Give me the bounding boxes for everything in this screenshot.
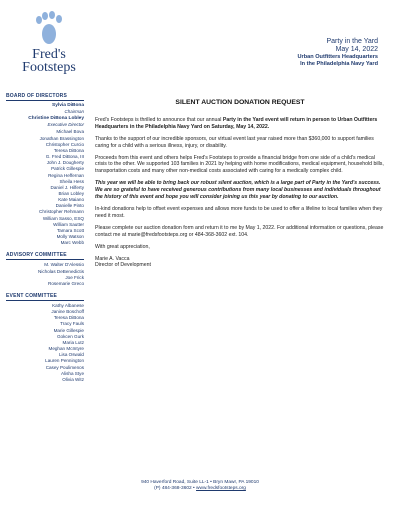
member-name: Kate Maiano: [58, 197, 84, 203]
member-name: Alisha Stye: [61, 370, 84, 376]
member-name: John J. Dougherty: [46, 160, 84, 166]
footer-phone: (P) 484-368-3602 •: [154, 486, 197, 492]
member-name: Meghan McIntyre: [48, 346, 84, 352]
footer: [0, 480, 400, 493]
member-name: Tracy Fauls: [60, 321, 84, 327]
exec-title: Executive Director: [47, 122, 84, 127]
member-name: Regina Heffernan: [48, 172, 84, 178]
chair-name: Sylvia DiBona: [52, 103, 84, 108]
member-name: Marc Webb: [60, 240, 84, 246]
member-name: Teresa DiBona: [53, 315, 84, 321]
member-name: Christopher Rehmann: [39, 209, 84, 215]
letter-heading: SILENT AUCTION DONATION REQUEST: [175, 99, 305, 106]
paragraph-5: In-kind donations help to offset event expenses and allows more funds to be used to offer a lifeline to local families when they need it most.: [95, 205, 383, 219]
member-name: Lauren Pennington: [45, 358, 84, 364]
logo: [14, 10, 84, 74]
event-venue-2: In the Philadelphia Navy Yard: [300, 61, 378, 67]
member-name: Casey Poulimenos: [45, 364, 84, 370]
member-name: Janine Boschoff: [51, 309, 84, 315]
member-name: Molly Watson: [56, 234, 84, 240]
member-name: Marie Gillespie: [53, 327, 84, 333]
paragraph-2: Thanks to the support of our incredible sponsors, our virtual event last year raised more than $360,000 to support families caring for a child with a serious illness, injury, or disability.: [95, 135, 374, 149]
paragraph-1-start: Fred's Footsteps is thrilled to announce that our annual: [95, 116, 223, 123]
member-name: Daniel J. Hilferty: [50, 184, 84, 190]
paragraph-3: Proceeds from this event and others helps Fred's Footsteps to provide a financial bridge from one side of a child's medical crisis to the other. We supported 103 families in 2021 by helping with home modifications, medical equipment, household bills, transportation costs and many other non-medical costs associated with caring for a medically complex child.: [95, 154, 384, 175]
member-name: M. Walter D'Alessio: [44, 262, 84, 268]
member-name: Brian Lobley: [58, 190, 84, 196]
member-name: Olivia Witz: [62, 376, 84, 382]
event-name: Party in the Yard: [326, 38, 378, 45]
member-name: Rosemarie Greco: [48, 280, 84, 286]
member-name: Patrick Gillespie: [51, 166, 84, 172]
event-venue-1: Urban Outfitters Headquarters: [297, 54, 378, 60]
member-name: William Sasso, ESQ: [42, 215, 84, 221]
advisory-members-list: [6, 262, 84, 287]
board-title: BOARD OF DIRECTORS: [6, 93, 84, 101]
signer-title: Director of Development: [95, 262, 151, 269]
member-name: Nicholas DeBenedictis: [38, 268, 84, 274]
exec-name: Christine DiBona Lobley: [28, 116, 84, 122]
paragraph-1: [95, 117, 385, 131]
letter-body: [95, 100, 385, 269]
paragraph-6: Please complete our auction donation form and return it to me by May 1, 2022. For additional information or questions, please contact me at marie@fredsfootsteps.org or 484-368-3602 ext. 104.: [95, 224, 384, 238]
event-committee-list: [6, 303, 84, 383]
member-name: Tamara Scott: [56, 227, 84, 233]
member-name: William Sautter: [53, 221, 84, 227]
footer-contact: [0, 486, 400, 492]
advisory-title: ADVISORY COMMITTEE: [6, 252, 84, 260]
sidebar: [6, 93, 84, 383]
member-name: Gokcen Gurk: [56, 333, 84, 339]
paragraph-4: This year we will be able to bring back our robust silent auction, which is a large part of Party in the Yard's success. We are so grateful to have received generous contributions from many local businesses and individuals throughout the history of this event and hope you will consider joining us this year by donating to our auction.: [95, 180, 381, 201]
event-info: [297, 38, 378, 68]
closing: With great appreciation,: [95, 243, 150, 250]
logo-line-2: Footsteps: [22, 60, 76, 75]
event-committee-title: EVENT COMMITTEE: [6, 293, 84, 301]
member-name: Sheila Hess: [59, 178, 84, 184]
footer-address: 940 Haverford Road, Suite LL-1 • Bryn Mawr, PA 19010: [141, 480, 259, 485]
footprint-icon: [32, 10, 66, 46]
member-name: Joe Frick: [65, 274, 84, 280]
signer-name: Marie A. Vacca: [95, 255, 130, 262]
member-name: Danielle Pinto: [55, 203, 84, 209]
member-name: Teresa DiBona: [53, 147, 84, 153]
event-date: May 14, 2022: [335, 46, 378, 53]
website-link[interactable]: www.fredsfootsteps.org: [196, 486, 246, 492]
member-name: Michael Bova: [56, 129, 84, 135]
paragraph-1-bold: Party in the Yard event will return in person to Urban Outfitters Headquarters in the Philadelphia Navy Yard on Saturday, May 14, 2022.: [95, 116, 378, 130]
logo-line-1: Fred's: [32, 47, 66, 62]
member-name: Maria Lutz: [62, 339, 84, 345]
board-members-list: [6, 129, 84, 246]
member-name: G. Fred DiBona, III: [45, 154, 84, 160]
chair-title: Chairman: [64, 108, 84, 114]
member-name: Kathy Albanese: [52, 303, 84, 308]
member-name: Lisa Oswald: [58, 352, 84, 358]
member-name: Christopher Curcio: [45, 141, 84, 147]
member-name: Jonathan Brassington: [39, 135, 84, 141]
